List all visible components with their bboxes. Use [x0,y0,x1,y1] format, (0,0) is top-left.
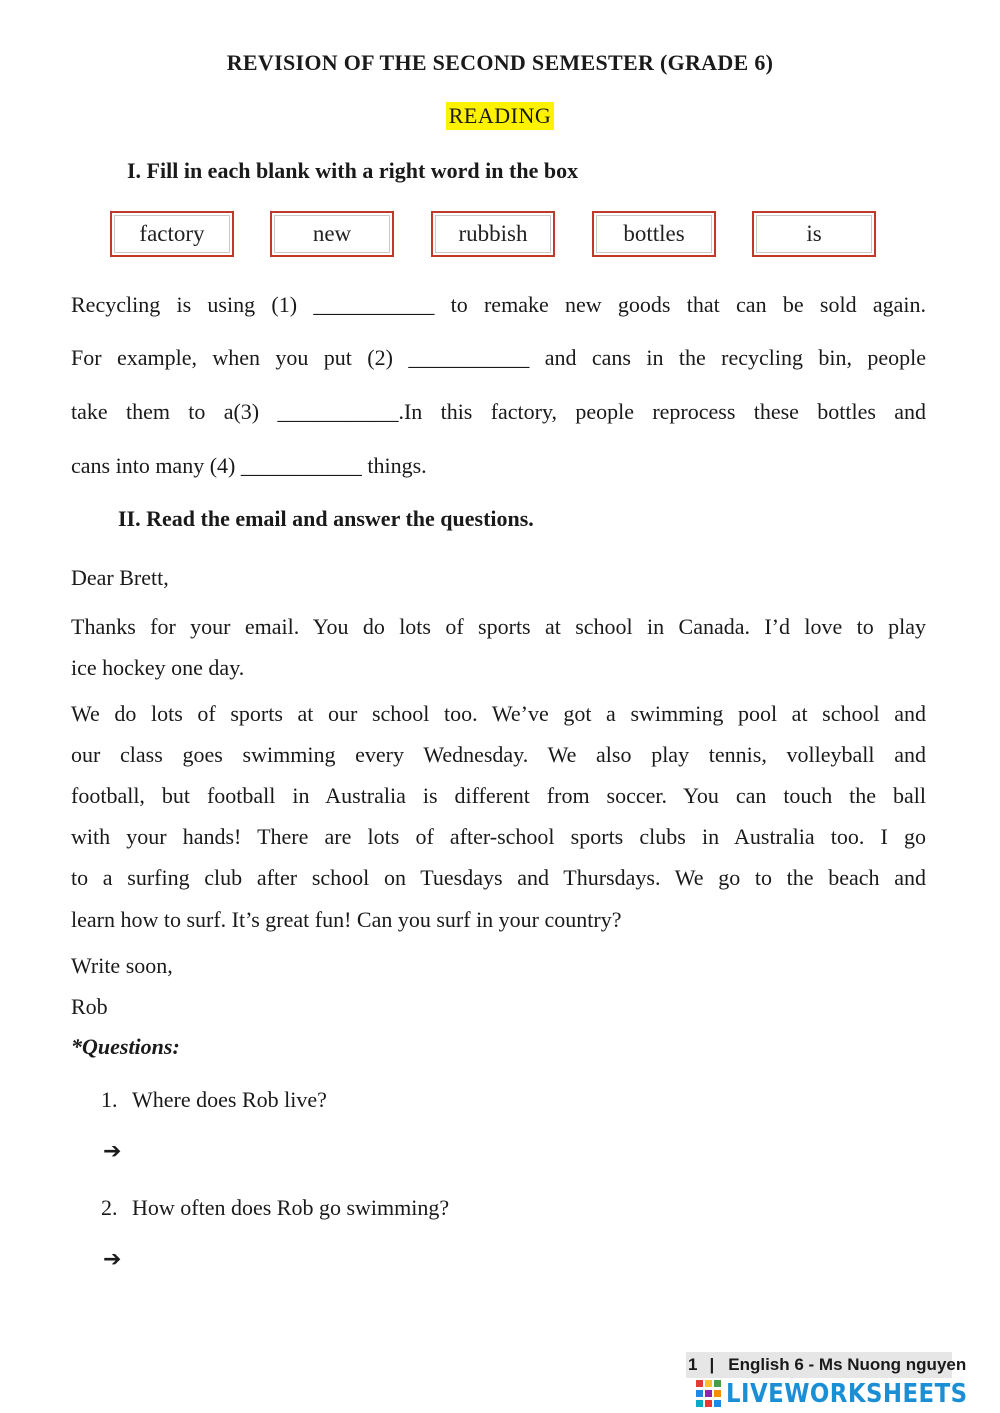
word-box-item: rubbish [431,211,555,257]
email-greeting: Dear Brett, [71,565,169,590]
question-text: How often does Rob go swimming? [132,1195,450,1220]
email-line: to a surfing club after school on Tuesdays and Thursdays. We go to the beach and [71,865,926,890]
word-box-item: bottles [592,211,716,257]
page-number: 1 [688,1355,698,1374]
word-box-item: new [270,211,394,257]
word-box-item: factory [110,211,234,257]
passage-line: cans into many (4) ___________ things. [71,453,427,478]
email-line: our class goes swimming every Wednesday. We also play tennis, volleyball and [71,742,926,767]
email-line: learn how to surf. It’s great fun! Can you surf in your country? [71,907,622,932]
page-footer [686,1352,967,1378]
footer-course: English 6 - Ms Nuong nguyen [728,1355,967,1374]
questions-label: *Questions: [71,1034,180,1059]
word-box-item: is [752,211,876,257]
question-number: 1. [101,1087,118,1112]
email-line: ice hockey one day. [71,655,245,680]
answer-arrow-icon: ➔ [103,1139,122,1164]
part1-heading: I. Fill in each blank with a right word in the box [127,158,579,183]
passage-line: take them to a(3) ___________.In this factory, people reprocess these bottles and [71,399,926,424]
answer-arrow-icon: ➔ [103,1247,122,1272]
question-number: 2. [101,1195,118,1220]
part2-heading: II. Read the email and answer the questions. [118,506,534,531]
footer-separator: | [709,1355,715,1374]
email-line: Thanks for your email. You do lots of sports at school in Canada. I’d love to play [71,614,926,639]
passage-line: For example, when you put (2) ___________ and cans in the recycling bin, people [71,345,926,370]
email-line: with your hands! There are lots of after-school sports clubs in Australia too. I go [71,824,926,849]
liveworksheets-logo-icon [696,1380,722,1408]
email-line: football, but football in Australia is different from soccer. You can touch the ball [71,783,926,808]
passage-line: Recycling is using (1) ___________ to remake new goods that can be sold again. [71,292,926,317]
brand-name: LIVEWORKSHEETS [726,1379,968,1409]
email-signoff: Write soon, [71,953,173,978]
liveworksheets-brand [696,1378,1000,1410]
question-text: Where does Rob live? [132,1087,327,1112]
section-label-reading: READING [446,102,555,130]
section-label-wrapper [0,102,1000,130]
email-line: We do lots of sports at our school too. We’ve got a swimming pool at school and [71,701,926,726]
email-signature: Rob [71,994,108,1019]
page-title: REVISION OF THE SECOND SEMESTER (GRADE 6) [226,50,774,75]
